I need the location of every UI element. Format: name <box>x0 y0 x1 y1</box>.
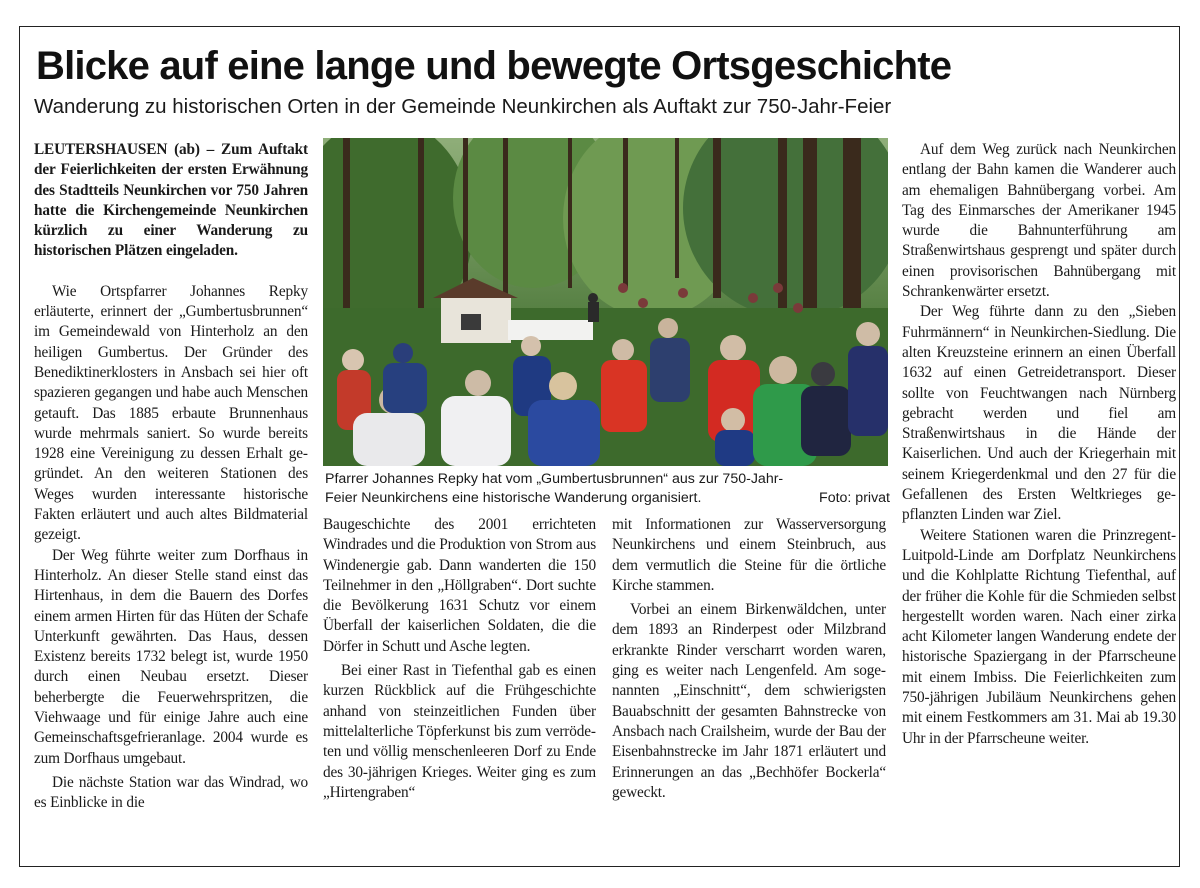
article-paragraph: mit Informationen zur Wasserversorgung Neunkirchens und einem Steinbruch, aus dem vermutlich die Steine für die örtliche Kirche stammen. <box>612 516 886 594</box>
article-paragraph: Weitere Stationen waren die Prinzregent-Luitpold-Linde am Dorfplatz Neunkirchens und die Kohlplatte Richtung Tiefenthal, auf der früher die Kohle für die Schmieden selbst hergestellt worden waren. Nach einer zirka acht Kilometer langen Wanderung endete der historische Spaziergang in der Pfarrscheune mit einem Imbiss. Die Feierlichkeiten zum 750-jährigen Jubiläum Neunkirchens gehen mit einem Festkommers am 31. Mai ab 19.30 Uhr in der Pfarrscheune weiter. <box>902 526 1176 747</box>
photo-credit: Foto: privat <box>819 490 890 506</box>
article-paragraph: Der Weg führte weiter zum Dorfhaus in Hinterholz. An dieser Stelle stand einst das Hirtenhaus, in dem die Bauern des Dorfes einem armen Hirten für das Hüten der Schafe Unterkunft gewährten. Das Haus, dessen Existenz bereits 1732 belegt ist, wurde 1950 durch einen Neubau ersetzt. Dieser beherbergte die Feuerwehrspritzen, die Viehwaage und für einige Jahre auch eine Gemeinschaftsgefrieranlage. 2004 wurde es zum Dorfhaus umgebaut. <box>34 546 308 767</box>
article-paragraph: Die nächste Station war das Windrad, wo es Einblicke in die <box>34 773 308 812</box>
article-column-4 <box>902 140 1176 749</box>
article-paragraph: Der Weg führte dann zu den „Sieben Fuhrmännern“ in Neunkirchen-Siedlung. Die alten Kreuzsteine erinnern an einen Überfall 1632 auf einen Getreidetransport. Dieser sollte von Feuchtwangen nach Nürnberg gebracht werden und fiel am Straßenwirtshaus in die Hände der Kaiserlichen. Und auch der Kriegerhain mit seinem Kriegerdenkmal und den 27 für die Gefallenen des Ersten Weltkrieges gepflanzten Linden war Ziel. <box>902 303 1176 524</box>
article-column-3 <box>612 515 886 803</box>
article-paragraph: Bei einer Rast in Tiefenthal gab es einen kurzen Rückblick auf die Frühgeschichte anhand von steinzeitlichen Funden über mittelalterliche Töpferkunst bis zum verrödeten und völlig menschenleeren Dorf zu Ende des 30-jährigen Krieges. Weiter ging es zum „Hirtengraben“ <box>323 662 596 801</box>
photo-caption-line: Feier Neunkirchens eine historische Wanderung organisiert. <box>325 490 702 506</box>
article-lead-paragraph: LEUTERSHAUSEN (ab) – Zum Auftakt der Feierlichkeiten der ersten Erwähnung des Stadtteils Neunkirchen vor 750 Jahren hatte die Kirchengemeinde Neunkirchen kürzlich zu einer Wanderung zu historischen Plätzen eingeladen. <box>34 141 308 260</box>
article-headline: Blicke auf eine lange und bewegte Ortsgeschichte <box>36 44 952 88</box>
photo-caption <box>325 470 890 508</box>
article-paragraph: Vorbei an einem Birkenwäldchen, unter dem 1893 an Rinderpest oder Milzbrand erkrankte Rinder verscharrt worden waren, ging es weiter nach Lengenfeld. Am sogenannten „Einschnitt“, dem schwierigsten Bauabschnitt der gesamten Bahnstrecke von Ansbach nach Crailsheim, wurde der Bau der Eisenbahnstrecke im Jahr 1871 erläutert und Erinnerungen an das „Bechhöfer Bockerla“ geweckt. <box>612 601 886 801</box>
article-column-1 <box>34 140 308 814</box>
article-column-2 <box>323 515 596 803</box>
photo-caption-line: Pfarrer Johannes Repky hat vom „Gumbertusbrunnen“ aus zur 750-Jahr- <box>325 471 784 487</box>
article-paragraph: Wie Ortspfarrer Johannes Repky erläuterte, erinnert der „Gumbertusbrunnen“ im Gemeindewald von Hinterholz an den heiligen Gumbertus. Der Gründer des Benediktinerklosters in Ansbach sei hier oft spazieren gegangen und habe auch Menschen getauft. Das 1885 erbaute Brunnenhaus wurde mehrmals saniert. So wurde bereits 1928 eine Vereinigung zu dessen Erhalt gegründet. An den weiteren Stationen des Weges wurden interessante historische Fakten erläutert und auch altes Bildmaterial gezeigt. <box>34 282 308 544</box>
article-subheadline: Wanderung zu historischen Orten in der Gemeinde Neunkirchen als Auftakt zur 750-Jahr-Feier <box>34 95 892 118</box>
article-paragraph: Baugeschichte des 2001 errichteten Windrades und die Produktion von Strom aus Windenergie gab. Dann wanderten die 150 Teilnehmer in den „Höllgraben“. Dort suchte die Bevölkerung 1631 Schutz vor einem Überfall der kaiserlichen Soldaten, die die Dörfer in Schutt und Asche legten. <box>323 516 596 655</box>
article-paragraph: Auf dem Weg zurück nach Neunkirchen entlang der Bahn kamen die Wanderer auch am ehemaligen Bahnübergang vorbei. Am Tag des Einmarsches der Amerikaner 1945 wurde die Bahnunterführung am Straßenwirtshaus gesprengt und später durch einen provisorischen Bahnübergang mit Schrankenwärter ersetzt. <box>902 141 1176 301</box>
event-photo <box>323 138 888 466</box>
